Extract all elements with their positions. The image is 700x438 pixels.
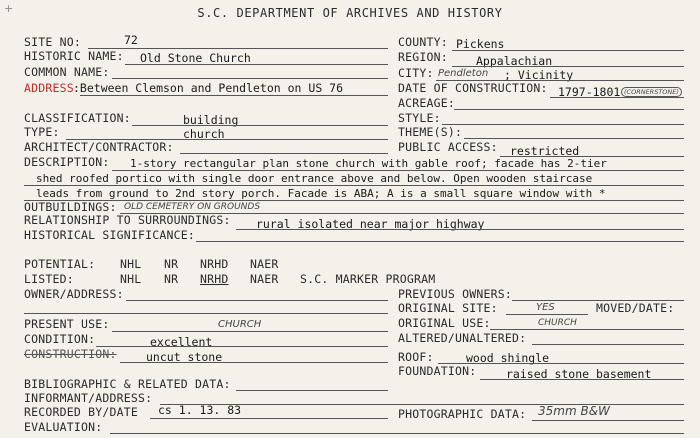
- city-label: CITY:: [398, 66, 434, 80]
- county-label: COUNTY:: [398, 35, 448, 49]
- classification-value: building: [183, 113, 239, 127]
- acreage-label: ACREAGE:: [398, 96, 455, 110]
- address-value: :Between Clemson and Pendleton on US 76: [73, 81, 344, 95]
- historic-name-value: Old Stone Church: [140, 51, 251, 65]
- historical-significance-line: [196, 241, 684, 242]
- bibliographic-line: [236, 390, 388, 391]
- potential-nrhd: NRHD: [200, 257, 229, 271]
- original-site-line: [506, 314, 588, 315]
- listed-nr: NR: [164, 272, 179, 286]
- original-use-label: ORIGINAL USE:: [398, 316, 491, 330]
- style-line: [442, 124, 684, 125]
- photographic-data-value: 35mm B&W: [538, 404, 610, 418]
- listed-marker-program: S.C. MARKER PROGRAM: [300, 272, 436, 286]
- cornerstone-note: (CORNERSTONE): [621, 87, 682, 97]
- classification-label: CLASSIFICATION:: [24, 111, 131, 125]
- moved-date-label: MOVED/DATE:: [596, 301, 675, 315]
- previous-owners-label: PREVIOUS OWNERS:: [398, 287, 512, 301]
- type-label: TYPE:: [24, 125, 60, 139]
- outbuildings-label: OUTBUILDINGS:: [24, 200, 117, 214]
- city-suffix: ; Vicinity: [504, 68, 574, 82]
- description-rule-1: [112, 170, 684, 171]
- site-no-line: [88, 48, 388, 49]
- historical-significance-label: HISTORICAL SIGNIFICANCE:: [24, 228, 195, 242]
- listed-naer: NAER: [250, 272, 279, 286]
- region-value: Appalachian: [476, 54, 553, 68]
- owner-address-line-2: [24, 313, 388, 314]
- date-construction-label: DATE OF CONSTRUCTION:: [398, 81, 548, 95]
- architect-label: ARCHITECT/CONTRACTOR:: [24, 140, 174, 154]
- site-no-value: 72: [124, 33, 138, 47]
- architect-line: [180, 153, 388, 154]
- bibliographic-label: BIBLIOGRAPHIC & RELATED DATA:: [24, 377, 231, 391]
- original-use-line: [490, 329, 684, 330]
- potential-naer: NAER: [250, 257, 279, 271]
- roof-label: ROOF:: [398, 350, 434, 364]
- description-label: DESCRIPTION:: [24, 155, 110, 169]
- description-line-2: shed roofed portico with single door entrance above and below. Open wooden staircase: [36, 172, 593, 185]
- listed-label: LISTED:: [24, 272, 74, 286]
- present-use-label: PRESENT USE:: [24, 317, 110, 331]
- site-no-label: SITE NO:: [24, 35, 81, 49]
- potential-nhl: NHL: [120, 257, 142, 271]
- county-value: Pickens: [456, 37, 505, 51]
- type-value: church: [183, 127, 225, 141]
- construction-value: uncut stone: [146, 350, 223, 364]
- condition-label: CONDITION:: [24, 332, 96, 346]
- acreage-line: [454, 109, 684, 110]
- construction-label: CONSTRUCTION:: [24, 347, 117, 361]
- historic-name-line: [125, 64, 388, 65]
- present-use-value: CHURCH: [218, 319, 262, 330]
- listed-nhl: NHL: [120, 272, 142, 286]
- address-label: ADDRESS: [24, 81, 74, 95]
- corner-mark: +: [4, 2, 14, 15]
- classification-line: [132, 125, 388, 126]
- condition-line: [96, 346, 388, 347]
- original-site-value: YES: [536, 302, 555, 313]
- original-site-label: ORIGINAL SITE:: [398, 301, 498, 315]
- listed-nrhd: NRHD: [200, 272, 229, 286]
- original-use-value: CHURCH: [538, 318, 577, 328]
- description-rule-3: [24, 200, 684, 201]
- outbuildings-value: OLD CEMETERY ON GROUNDS: [124, 202, 261, 212]
- present-use-line: [112, 331, 388, 332]
- roof-value: wood shingle: [466, 351, 550, 365]
- themes-line: [464, 138, 684, 139]
- date-construction-line: [550, 97, 684, 98]
- recorded-by-label: RECORDED BY/DATE: [24, 405, 138, 419]
- relationship-label: RELATIONSHIP TO SURROUNDINGS:: [24, 213, 231, 227]
- foundation-value: raised stone basement: [506, 367, 652, 381]
- county-line: [452, 50, 684, 51]
- owner-address-label: OWNER/ADDRESS:: [24, 287, 124, 301]
- evaluation-label: EVALUATION:: [24, 420, 103, 434]
- common-name-label: COMMON NAME:: [24, 65, 110, 79]
- address-line: [80, 95, 388, 96]
- recorded-by-line: [150, 418, 388, 419]
- condition-value: excellent: [150, 335, 213, 349]
- region-label: REGION:: [398, 50, 448, 64]
- themes-label: THEME(S):: [398, 125, 463, 139]
- public-access-value: restricted: [510, 144, 580, 158]
- owner-address-line: [126, 300, 388, 301]
- relationship-value: rural isolated near major highway: [256, 217, 485, 231]
- recorded-by-value: cs 1. 13. 83: [158, 403, 242, 417]
- relationship-line: [236, 229, 684, 230]
- altered-label: ALTERED/UNALTERED:: [398, 331, 527, 345]
- description-rule-2: [24, 185, 684, 186]
- date-construction-value: 1797-1801: [558, 85, 621, 99]
- evaluation-line: [110, 433, 684, 434]
- potential-label: POTENTIAL:: [24, 257, 96, 271]
- potential-nr: NR: [164, 257, 179, 271]
- photographic-data-line: [532, 420, 684, 421]
- photographic-data-label: PHOTOGRAPHIC DATA:: [398, 407, 527, 421]
- common-name-line: [112, 78, 388, 79]
- public-access-label: PUBLIC ACCESS:: [398, 140, 498, 154]
- description-line-1: 1-story rectangular plan stone church with gable roof; facade has 2-tier: [130, 157, 607, 170]
- region-line: [452, 66, 684, 67]
- historic-name-label: HISTORIC NAME:: [24, 49, 124, 63]
- description-line-3: leads from ground to 2nd story porch. Facade is ABA; A is a small square window with *: [36, 187, 606, 200]
- foundation-label: FOUNDATION:: [398, 364, 477, 378]
- style-label: STYLE:: [398, 111, 441, 125]
- page-title: S.C. DEPARTMENT OF ARCHIVES AND HISTORY: [197, 6, 503, 20]
- informant-label: INFORMANT/ADDRESS:: [24, 391, 153, 405]
- city-value: Pendleton: [438, 68, 489, 79]
- altered-line: [532, 344, 684, 345]
- construction-line: [120, 362, 388, 363]
- foundation-line: [480, 379, 684, 380]
